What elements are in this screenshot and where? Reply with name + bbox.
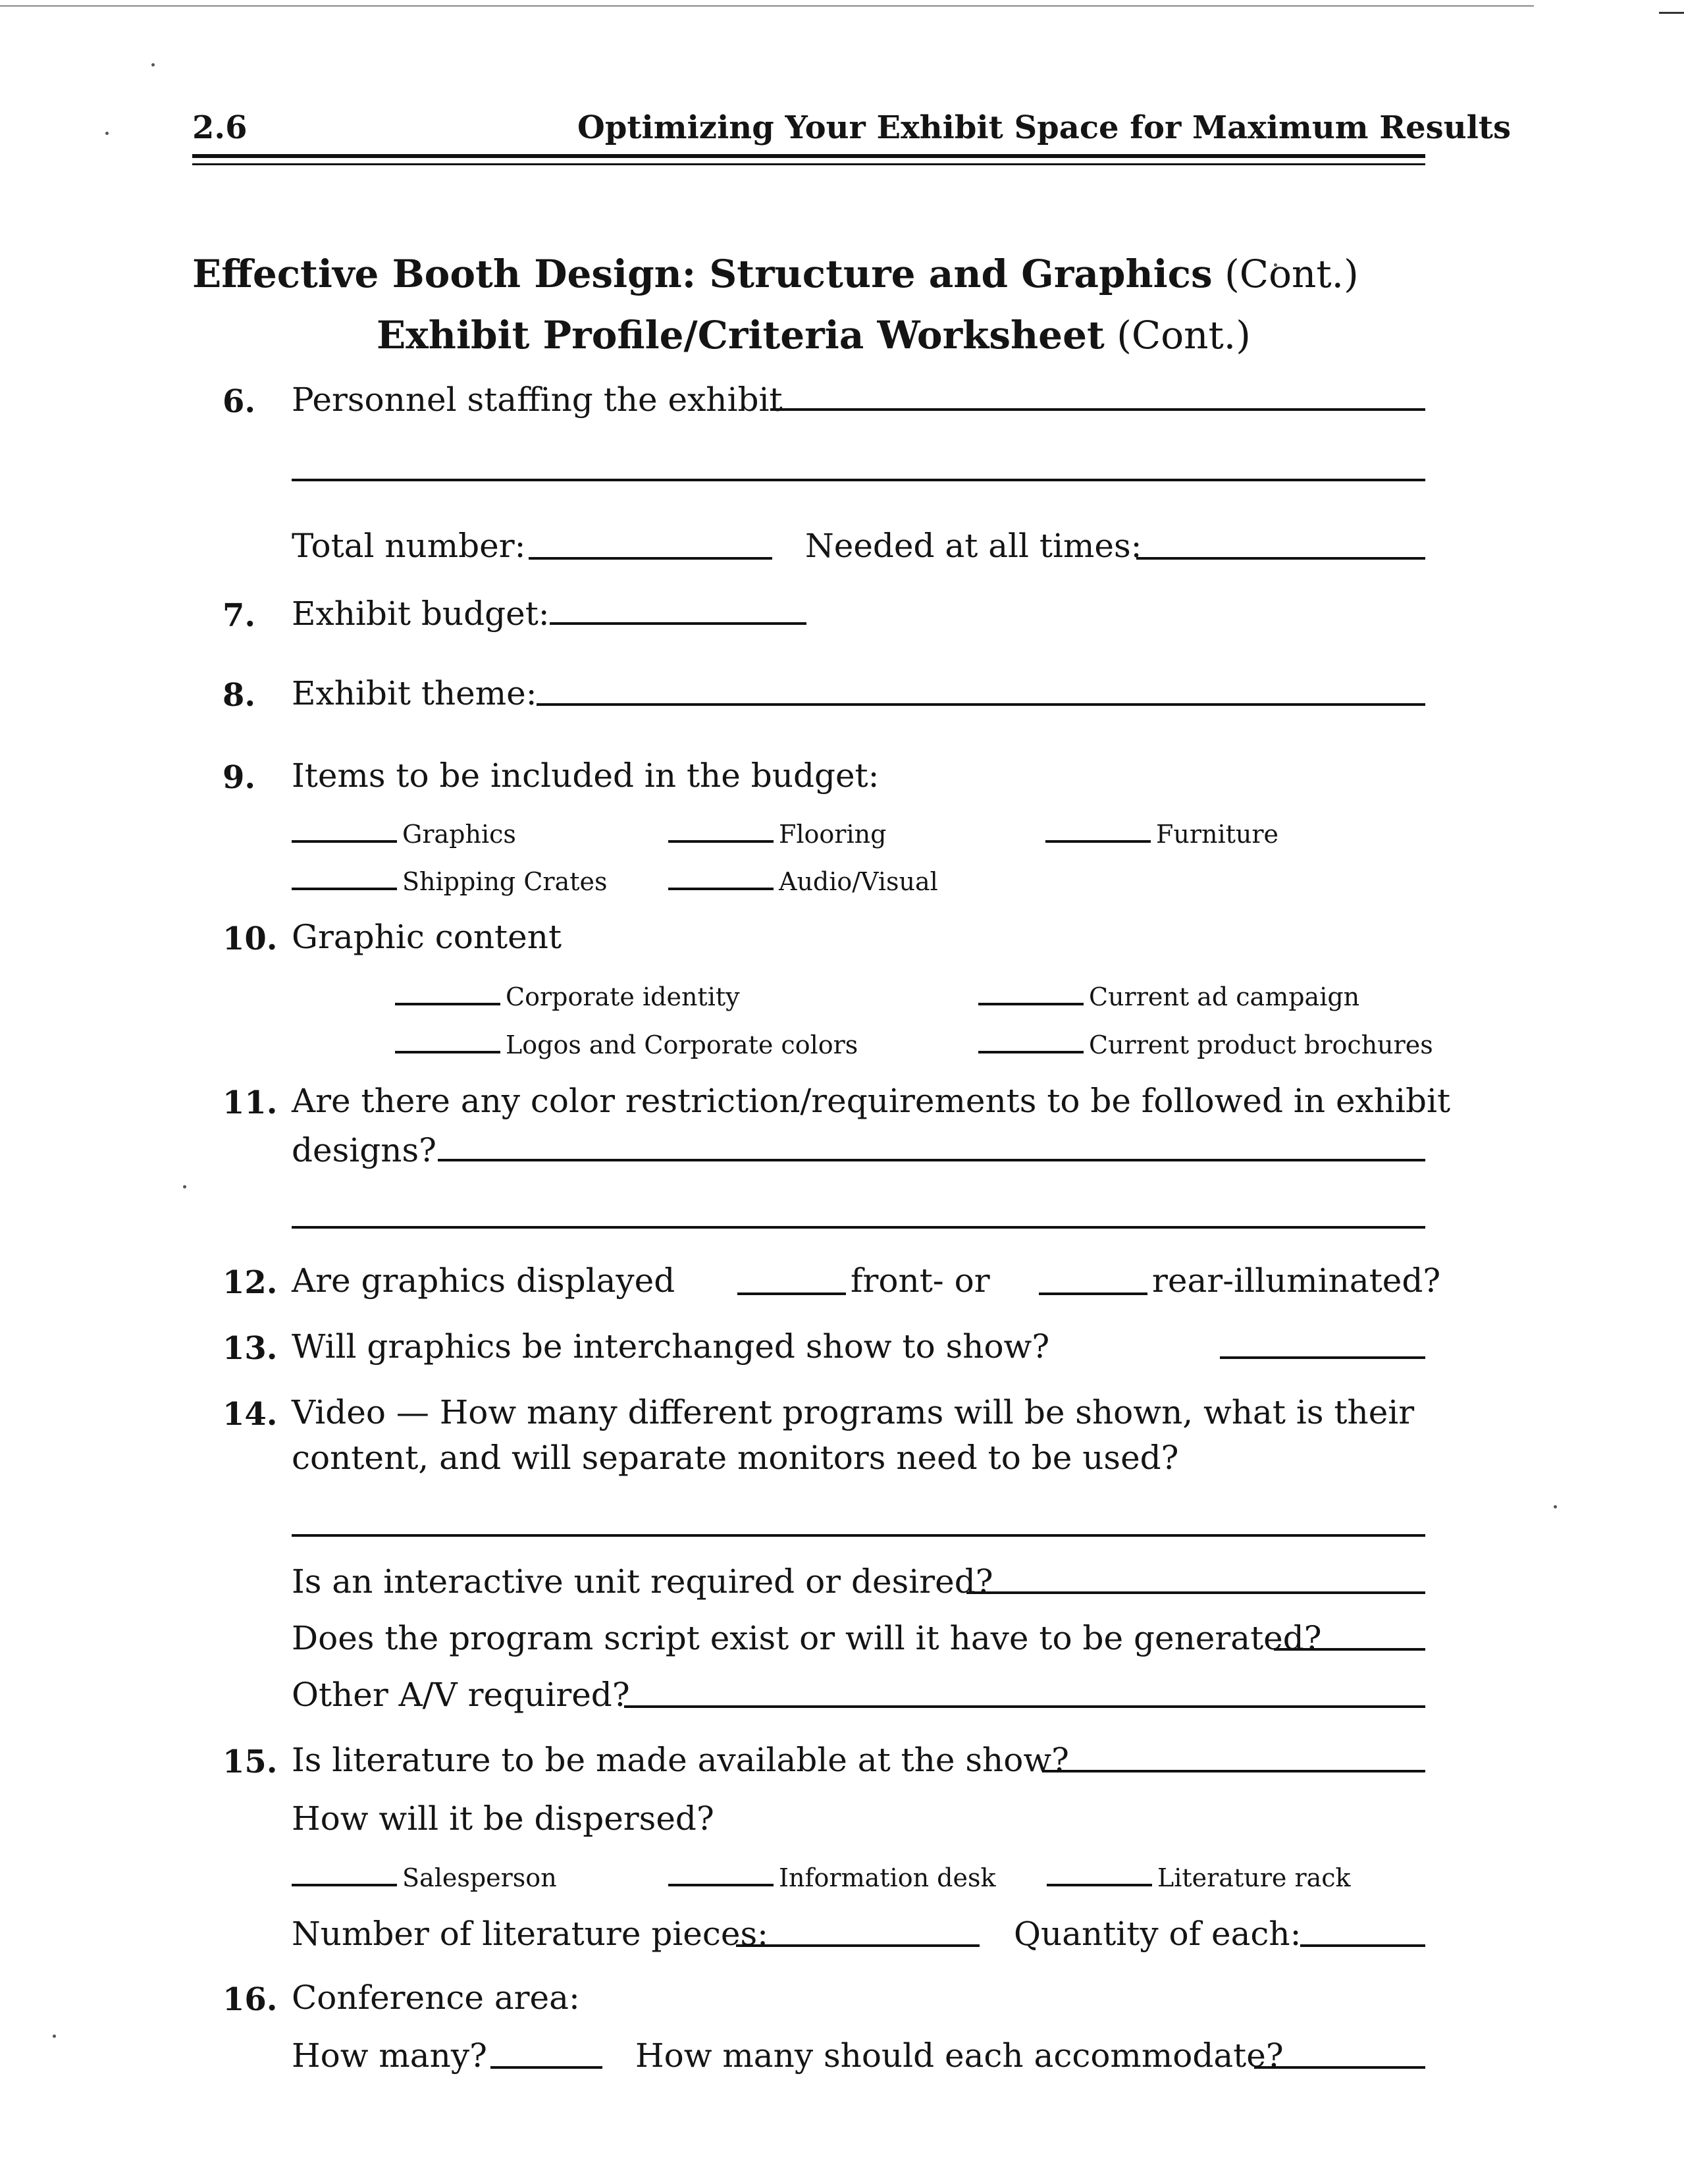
checkbox-blank[interactable]	[292, 840, 397, 843]
q16-number: 16.	[223, 1981, 278, 2018]
running-title: Optimizing Your Exhibit Space for Maximum Results	[577, 109, 1512, 146]
q12-label: Are graphics displayed	[292, 1262, 675, 1300]
q8-number: 8.	[223, 677, 256, 714]
q13-label: Will graphics be interchanged show to show?	[292, 1327, 1050, 1366]
q6-total-field[interactable]	[529, 557, 772, 560]
q9-option-flooring[interactable]	[668, 820, 886, 849]
q11-number: 11.	[223, 1084, 278, 1121]
q14-number: 14.	[223, 1396, 278, 1433]
q15-quantity-label: Quantity of each:	[1014, 1915, 1302, 1953]
section-title-block	[192, 252, 1359, 296]
q15-dispersed-label: How will it be dispersed?	[292, 1799, 714, 1838]
q7-budget-field[interactable]	[550, 622, 806, 625]
checkbox-blank[interactable]	[978, 1051, 1084, 1053]
q9-option-audio-visual[interactable]	[668, 867, 938, 896]
checkbox-blank[interactable]	[395, 1051, 500, 1053]
q12-rear-blank[interactable]	[1039, 1292, 1147, 1295]
q12-front-blank[interactable]	[737, 1292, 846, 1295]
option-label: Salesperson	[402, 1863, 557, 1892]
q11-label-line2: designs?	[292, 1131, 436, 1169]
option-label: Current ad campaign	[1089, 982, 1360, 1011]
q6-number: 6.	[223, 383, 256, 420]
option-label: Literature rack	[1157, 1863, 1351, 1892]
q15-option-salesperson[interactable]	[292, 1863, 557, 1892]
q14-other-av-label: Other A/V required?	[292, 1676, 630, 1714]
q14-script-field[interactable]	[1274, 1648, 1425, 1651]
header-rule-thick	[192, 154, 1425, 158]
scan-speck	[151, 63, 155, 67]
checkbox-blank[interactable]	[395, 1003, 500, 1005]
q11-answer-line-2[interactable]	[292, 1226, 1425, 1229]
q9-option-shipping-crates[interactable]	[292, 867, 608, 896]
q6-needed-label: Needed at all times:	[805, 527, 1142, 565]
q10-number: 10.	[223, 920, 278, 957]
q14-label-line2: content, and will separate monitors need to be used?	[292, 1439, 1179, 1477]
q16-accommodate-label: How many should each accommodate?	[635, 2037, 1284, 2075]
option-label: Flooring	[779, 820, 887, 849]
q14-label-line1: Video — How many different programs will be shown, what is their	[292, 1393, 1415, 1431]
q6-answer-line-2[interactable]	[292, 479, 1425, 481]
q9-label: Items to be included in the budget:	[292, 757, 880, 795]
scan-speck	[183, 1185, 186, 1188]
q6-total-label: Total number:	[292, 527, 526, 565]
option-label: Information desk	[779, 1863, 996, 1892]
q12-number: 12.	[223, 1264, 278, 1301]
option-label: Logos and Corporate colors	[506, 1030, 858, 1059]
section-title: Effective Booth Design: Structure and Graphics	[192, 252, 1213, 296]
option-label: Graphics	[402, 820, 516, 849]
checkbox-blank[interactable]	[292, 1884, 397, 1886]
q9-option-graphics[interactable]	[292, 820, 516, 849]
q15-answer-field[interactable]	[1042, 1770, 1425, 1772]
page-number: 2.6	[192, 109, 248, 146]
option-label: Corporate identity	[506, 982, 740, 1011]
q9-option-furniture[interactable]	[1045, 820, 1278, 849]
scan-edge-line	[0, 5, 1534, 7]
q7-number: 7.	[223, 597, 256, 634]
q11-answer-line[interactable]	[438, 1159, 1425, 1161]
q14-other-av-field[interactable]	[624, 1705, 1425, 1708]
checkbox-blank[interactable]	[1047, 1884, 1152, 1886]
q8-label: Exhibit theme:	[292, 674, 537, 712]
q6-answer-line[interactable]	[770, 408, 1425, 411]
worksheet-title-block	[377, 313, 1251, 358]
q10-label: Graphic content	[292, 918, 562, 956]
q13-number: 13.	[223, 1330, 278, 1367]
worksheet-cont: (Cont.)	[1117, 313, 1251, 358]
q8-theme-field[interactable]	[537, 703, 1425, 706]
q10-option-current-ad-campaign[interactable]	[978, 982, 1359, 1011]
q10-option-logos-colors[interactable]	[395, 1030, 858, 1059]
q6-label: Personnel staffing the exhibit	[292, 381, 783, 419]
q14-answer-line[interactable]	[292, 1534, 1425, 1537]
q16-how-many-label: How many?	[292, 2037, 487, 2075]
q10-option-product-brochures[interactable]	[978, 1030, 1433, 1059]
q15-number: 15.	[223, 1744, 278, 1780]
q9-number: 9.	[223, 759, 256, 796]
option-label: Current product brochures	[1089, 1030, 1433, 1059]
checkbox-blank[interactable]	[668, 840, 774, 843]
q14-interactive-label: Is an interactive unit required or desired?	[292, 1562, 993, 1601]
scan-edge-mark	[1659, 12, 1684, 14]
header-rule-thin	[192, 163, 1425, 165]
q13-answer-field[interactable]	[1220, 1356, 1425, 1359]
option-label: Audio/Visual	[779, 867, 938, 896]
option-label: Shipping Crates	[402, 867, 608, 896]
scan-speck	[1554, 1505, 1557, 1508]
q15-pieces-field[interactable]	[736, 1944, 980, 1947]
q10-option-corporate-identity[interactable]	[395, 982, 740, 1011]
q15-quantity-field[interactable]	[1300, 1944, 1425, 1947]
checkbox-blank[interactable]	[292, 888, 397, 890]
q15-label: Is literature to be made available at the show?	[292, 1741, 1069, 1779]
q16-how-many-field[interactable]	[490, 2066, 602, 2069]
q16-accommodate-field[interactable]	[1254, 2066, 1425, 2069]
checkbox-blank[interactable]	[1045, 840, 1151, 843]
q14-interactive-field[interactable]	[966, 1591, 1425, 1594]
q16-label: Conference area:	[292, 1979, 580, 2017]
q15-pieces-label: Number of literature pieces:	[292, 1915, 768, 1953]
worksheet-title: Exhibit Profile/Criteria Worksheet	[377, 313, 1105, 358]
q7-label: Exhibit budget:	[292, 595, 550, 633]
scan-speck	[53, 2035, 56, 2038]
q12-rear-label: rear-illuminated?	[1152, 1262, 1441, 1300]
q15-option-information-desk[interactable]	[668, 1863, 995, 1892]
q15-option-literature-rack[interactable]	[1047, 1863, 1351, 1892]
option-label: Furniture	[1156, 820, 1279, 849]
q12-front-label: front- or	[851, 1262, 990, 1300]
q14-script-label: Does the program script exist or will it have to be generated?	[292, 1619, 1322, 1657]
q6-needed-field[interactable]	[1136, 557, 1425, 560]
checkbox-blank[interactable]	[978, 1003, 1084, 1005]
q11-label-line1: Are there any color restriction/requirements to be followed in exhibit	[292, 1082, 1451, 1120]
scan-speck	[105, 132, 109, 135]
checkbox-blank[interactable]	[668, 888, 774, 890]
checkbox-blank[interactable]	[668, 1884, 774, 1886]
section-cont: (Cont.)	[1224, 252, 1359, 296]
